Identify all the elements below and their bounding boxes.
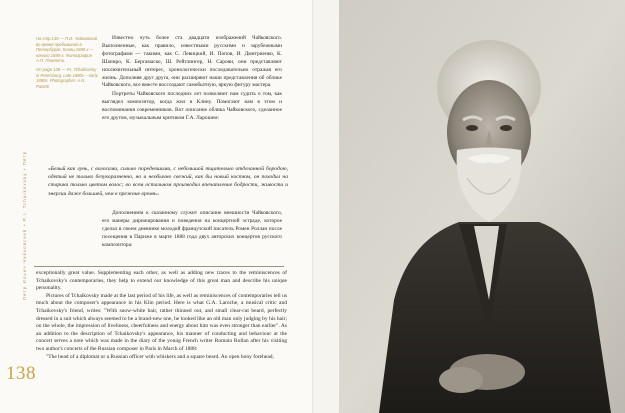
caption-en: On page 138 — P.I. Tchaikovsky in Petersburg. Late 1880s – early 1890s. Photographer: A.N. Pazetti — [36, 66, 98, 89]
running-head: Петр Ильич Чайковский • P.I. Tchaikovsky • Пётр — [22, 150, 27, 300]
body-text-ru-continued — [102, 210, 282, 250]
caption-ru: На стр.138 — П.И. Чайковский во время пребывания в Петербурге. Конец 1880-х — начало 1890-х. Фотография А.П. Пазетти. — [36, 36, 98, 64]
photo-caption — [36, 36, 98, 92]
portrait-image — [339, 0, 625, 413]
page-number: 138 — [6, 363, 36, 384]
body-text-en — [36, 270, 287, 361]
divider — [34, 266, 284, 267]
body-text-ru — [102, 35, 282, 123]
paragraph: exceptionally great value. Supplementing each other, as well as adding new traces to the reminiscences of Tchaikovsky's contemporaries, they help to extend our knowledge of this great man and describe his unique personality. — [36, 270, 287, 292]
paragraph: Дополнением к сказанному служит описание внешности Чайковского, его манеры дирижирования и поведения на концертной эстраде, которое сделал в своем дневнике молодой французский писатель Ромен Роллан после посещения в Париже в марте 1888 года двух авторских концертов русского композитора: — [102, 210, 282, 248]
paragraph: Pictures of Tchaikovsky made at the last period of his life, as well as reminiscences of contemporaries tell us much about the composer's appearance in his Klin period. Here is what G.A. Laroche, a musical critic and Tchaikovsky's friend, writes: "With snow-white hair, rather thinned out, and small clear-cut beard, perfectly dressed in a suit which always seemed to be a brand-new one, he looked like an old man only judging by his hair; on the whole, the impression of liveliness, cheerfulness and energy about him was even stronger than earlier". As an addition to the description of Tchaikovsky's appearance, his manner of conducting and behaviour at the concert serves a note which was made in the diary of the young French writer Romain Rollan after his visiting two author's concerts of the Russian composer in Paris in March of 1888: — [36, 292, 287, 352]
portrait-photo — [339, 0, 625, 413]
paragraph: Известно чуть более ста двадцати изображений Чайковского. Выполненные, как правило, известными русскими и зарубежными фотографами — такими, как С. Левицкий, И. Попов, И. Дмитриенко, К. Шапиро, К. Бергамаско, Ш. Рейтлингер, Н. Сароян, они представляют исключительный интерес, хронологически последовательно отражая его жизнь. Дополняя друг друга, они расширяют наши представления об облике Чайковского, все вместе воссоздают самобытную, яркую фигуру мастера. — [102, 35, 282, 89]
paragraph: Портреты Чайковского последних лет позволяют нам судить о том, как выглядел композитор, когда жил в Клину. Помогают нам в этом и воспоминания современников. Вот описание облика Чайковского, сделанное его другом, музыкальным критиком Г.А. Ларошем: — [102, 91, 282, 122]
blockquote: «Белый как лунь, с волосами, сильно поредевшими, с небольшой тщательно отделанной бородою, одетый не только безукоризненно, но и необычно свежий, как бы новый костюм, он походил на старика только цветом волос; во всем остальном производил впечатление бодрости, живости и энергии даже большей, чем в прежние время». — [48, 166, 288, 197]
paragraph: "The head of a diplomat or a Russian officer with whiskers and a square beard. An open bony forehead, — [46, 353, 274, 360]
